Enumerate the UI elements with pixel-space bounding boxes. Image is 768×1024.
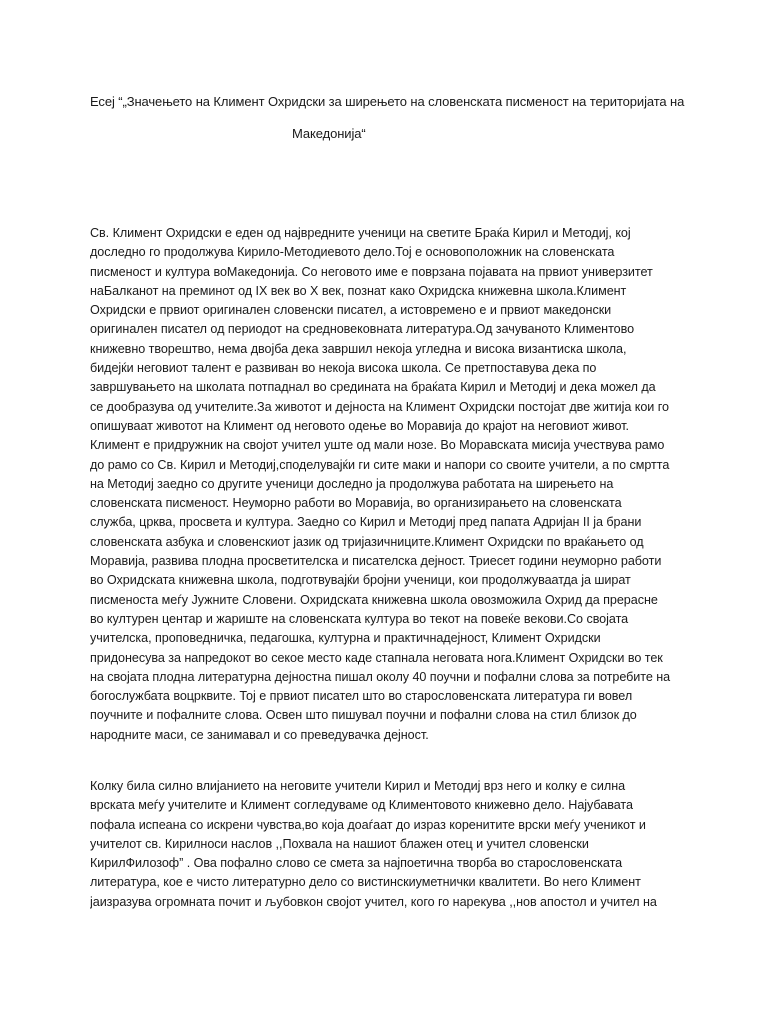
- text-line: учителска, проповедничка, педагошка, културна и практичнадејност, Климент Охридски: [90, 631, 601, 646]
- text-line: словенската азбука и словенскиот јазик од тријазичниците.Климент Охридски по враќањето од: [90, 534, 644, 549]
- text-line: Моравија, развива плодна просветителска и писателска дејност. Триесет години неуморно работи: [90, 554, 662, 569]
- text-line: богослужбата воцрквите. Тој е првиот писател што во старословенската литература ги вовел: [90, 689, 633, 704]
- text-line: книжевно творештво, нема двојба дека завршил некоја угледна и висока византиска школа,: [90, 341, 627, 356]
- essay-title-line-2: Македонија“: [292, 126, 366, 141]
- text-line: служба, црква, просвета и култура. Заедно со Кирил и Методиј пред папата Адријан II ја брани: [90, 515, 642, 530]
- paragraph-1: [90, 224, 680, 745]
- text-line: на својата плодна литературна дејностна пишал околу 40 поучни и пофални слова за потребите на: [90, 669, 671, 684]
- essay-title-line-1: Есеј “„Значењето на Климент Охридски за ширењето на словенската писменост на територијата на: [90, 94, 685, 109]
- text-line: опишуваат животот на Климент од неговото одење во Моравија до крајот на неговиот живот.: [90, 418, 629, 433]
- text-line: до рамо со Св. Кирил и Методиј,споделувајќи ги сите маки и напори со своите учители, а по смртта: [90, 457, 670, 472]
- text-line: КирилФилозоф” . Ова пофално слово се смета за најпоетична творба во старословенската: [90, 856, 623, 871]
- text-line: наБалканот на преминот од IX век во X век, познат како Охридска книжевна школа.Климент: [90, 283, 627, 298]
- text-line: писменост и култура воМакедонија. Со неговото име е поврзана појавата на првиот универзитет: [90, 264, 653, 279]
- text-line: Охридски е првиот оригинален словенски писател, а истовремено е и првиот македонски: [90, 303, 612, 318]
- text-line: доследно го продолжува Кирило-Методиевото дело.Тој е основоположник на словенската: [90, 245, 615, 260]
- text-line: поучните и пофалните слова. Освен што пишувал поучни и пофални слова на стил близок до: [90, 708, 637, 723]
- text-line: пофала испеана со искрени чувства,во која доаѓаат до израз коренитите врски меѓу ученикот и: [90, 817, 646, 832]
- text-line: оригинален писател од периодот на средновековната литература.Од зачуваното Климентово: [90, 322, 635, 337]
- text-line: бидејќи неговиот талент е развиван во некоја висока школа. Се претпоставува дека по: [90, 361, 597, 376]
- text-line: јаизразува огромната почит и љубовкон својот учител, кого го нарекува ,,нов апостол и учител на: [90, 894, 657, 909]
- paragraph-2: [90, 777, 680, 912]
- text-line: на Методиј заедно со другите ученици доследно ја продолжува работата на ширењето на: [90, 476, 614, 491]
- text-line: народните маси, се занимавал и со преведувачка дејност.: [90, 727, 429, 742]
- text-line: врската меѓу учителите и Климент согледуваме од Климентовото книжевно дело. Најубавата: [90, 798, 633, 813]
- text-line: Св. Климент Охридски е еден од највредните ученици на светите Браќа Кирил и Методиј, кој: [90, 226, 631, 240]
- text-line: се дообразува од учителите.За животот и дејноста на Климент Охридски постојат две житија кои го: [90, 399, 669, 414]
- text-line: словенската писменост. Неуморно работи во Моравија, во организирањето на словенската: [90, 496, 622, 511]
- text-line: Климент е придружник на својот учител уште од мали нозе. Во Моравската мисија учествува рамо: [90, 438, 665, 453]
- text-line: придонесува за напредокот во секое место каде стапнала неговата нога.Климент Охридски во тек: [90, 650, 663, 665]
- text-line: во Охридската книжевна школа, подготвувајќи бројни ученици, кои продолжуваатда ја шират: [90, 573, 631, 588]
- text-line: писменоста меѓу Јужните Словени. Охридската книжевна школа овозможила Охрид да прерасне: [90, 592, 658, 607]
- text-line: учителот св. Кирилноси наслов ,,Похвала на нашиот блажен отец и учител словенски: [90, 836, 589, 851]
- text-line: Колку била силно влијанието на неговите учители Кирил и Методиј врз него и колку е силна: [90, 779, 626, 793]
- text-line: завршувањето на школата потпаднал во средината на браќата Кирил и Методиј и дека можел да: [90, 380, 656, 395]
- text-line: литература, кое е чисто литературно дело со вистинскиуметнички квалитети. Во него Климент: [90, 875, 641, 890]
- text-line: во културен центар и жариште на словенската култура во текот на повеќе векови.Со својата: [90, 611, 629, 626]
